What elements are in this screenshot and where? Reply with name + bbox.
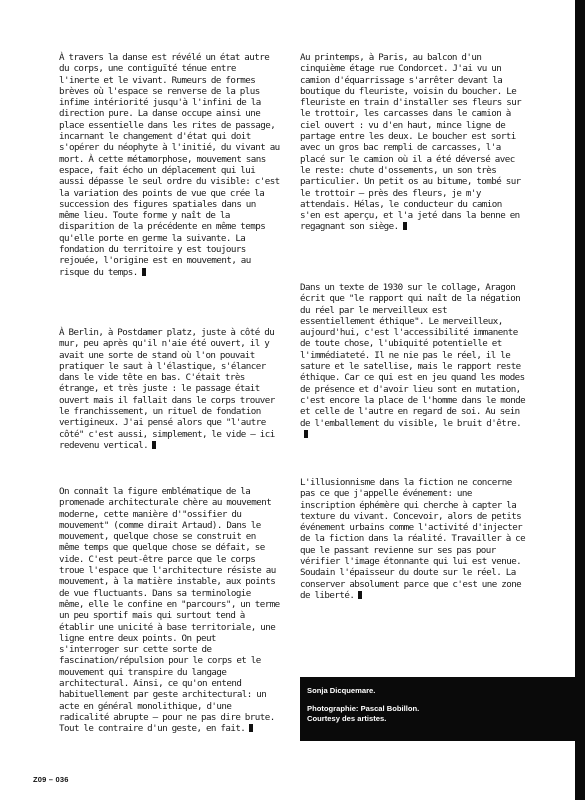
end-mark-icon: [142, 268, 146, 276]
paragraph-illusionnisme-text: L'illusionnisme dans la fiction ne concerne pas ce que j'appelle événement: une inscription éphémère qui cherche à capter la texture du vivant. Concevoir, alors de petits événement urbains comme l'activité d'injecter de la fiction dans la réalité. Travailler à ce que le passant revienne sur ses pas pour vérifier l'image étonnante qui lui est venue. Soudain l'épaisseur du doute sur le réel. La conserver absolument parce que c'est une zone de liberté.: [300, 477, 526, 601]
paragraph-aragon-text: Dans un texte de 1930 sur le collage, Aragon écrit que "le rapport qui naît de la négation du réel par le merveilleux est essentiellement éthique". Le merveilleux, aujourd'hui, c'est l'accessibilité immanente de toute chose, l'ubiquité potentielle et l'immédiateté. Il ne nie pas le réel, il le sature et le satellise, mais le rapport reste éthique. Car ce qui est en jeu quand les modes de présence et d'avoir lieu sont en mutation, c'est encore la place de l'homme dans le monde et celle de l'autre en regard de soi. Au sein de l'emballement du visible, le bruit d'être.: [300, 282, 526, 429]
end-mark-icon: [358, 591, 362, 599]
paragraph-aragon: [300, 282, 526, 440]
caption-courtesy: Courtesy des artistes.: [307, 714, 387, 723]
paragraph-berlin-text: À Berlin, à Postdamer platz, juste à côté du mur, peu après qu'il n'aie été ouvert, il y avait une sorte de stand où l'on pouvait pratiquer le saut à l'élastique, s'élancer dans le vide tête en bas. C'était très étrange, et très juste : le passage était ouvert mais il fallait dans le corps trouver le franchissement, un rituel de fondation vertigineux. J'ai pensé alors que "l'autre côté" c'est aussi, simplement, le vide – ici redevenu vertical.: [59, 327, 275, 451]
paragraph-paris: [300, 52, 526, 233]
end-mark-icon: [152, 441, 156, 449]
paragraph-illusionnisme: [300, 477, 526, 601]
paragraph-promenade-text: On connaît la figure emblématique de la promenade architecturale chère au mouvement moderne, cette manière d'"ossifier du mouvement" (comme dirait Artaud). Dans le mouvement, quelque chose se construit en même temps que quelque chose se défait, se vide. C'est peut-être parce que le corps troue l'espace que l'architecture résiste au mouvement, à la matière instable, aux points de vue fluctuants. Dans sa terminologie même, elle le confine en "parcours", un terme un peu sportif mais qui surtout tend à établir une unicité à base territoriale, une ligne entre deux points. On peut s'interroger sur cette sorte de fascination/répulsion pour le corps et le mouvement qui transpire du langage architectural. Ainsi, ce qu'on entend habituellement par geste architectural: un acte en général monolithique, d'une radicalité abrupte – pour ne pas dire brute. Tout le contraire d'un geste, en fait.: [59, 486, 280, 735]
caption-photo-credit: Photographie: Pascal Bobillon.: [307, 704, 420, 713]
paragraph-dance-text: À travers la danse est révélé un état autre du corps, une contiguïté ténue entre l'inerte et le vivant. Rumeurs de formes brèves où l'espace se renverse de la plus infime intériorité jusqu'à l'infini de la direction pure. La danse occupe ainsi une place essentielle dans les rites de passage, incarnant le changement d'état qui doit s'opérer du néophyte à l'initié, du vivant au mort. À cette métamorphose, mouvement sans espace, fait écho un déplacement qui lui aussi dépasse le seul ordre du visible: c'est la variation des points de vue que crée la succession des figures spatiales dans un même lieu. Toute forme y naît de la disparition de la précédente en même temps qu'elle porte en germe la suivante. La fondation du territoire y est toujours rejouée, l'origine est en mouvement, au risque du temps.: [59, 52, 280, 278]
paragraph-paris-text: Au printemps, à Paris, au balcon d'un cinquième étage rue Condorcet. J'ai vu un camion d'équarrissage s'arrêter devant la boutique du fleuriste, voisin du boucher. Le fleuriste en train d'installer ses fleurs sur le trottoir, les carcasses dans le camion à ciel ouvert : vu d'en haut, mince ligne de partage entre les deux. Le boucher est sorti avec un gros bac rempli de carcasses, l'a placé sur le camion où il a été déversé avec le reste: chute d'ossements, un son très particulier. Un petit os au bitume, tombé sur le trottoir – près des fleurs, je m'y attendais. Hélas, le conducteur du camion s'en est aperçu, et l'a jeté dans la benne en regagnant son siège.: [300, 52, 522, 233]
paragraph-berlin: [59, 327, 280, 451]
caption-box: [300, 677, 575, 741]
paragraph-promenade: [59, 486, 280, 735]
caption-author: Sonja Dicquemare.: [307, 686, 376, 695]
page-edge-bar: [575, 0, 585, 800]
page-folio: Z09 – 036: [33, 775, 69, 784]
end-mark-icon: [249, 724, 253, 732]
end-mark-icon: [403, 222, 407, 230]
paragraph-dance: [59, 52, 280, 278]
end-mark-icon: [304, 430, 308, 438]
